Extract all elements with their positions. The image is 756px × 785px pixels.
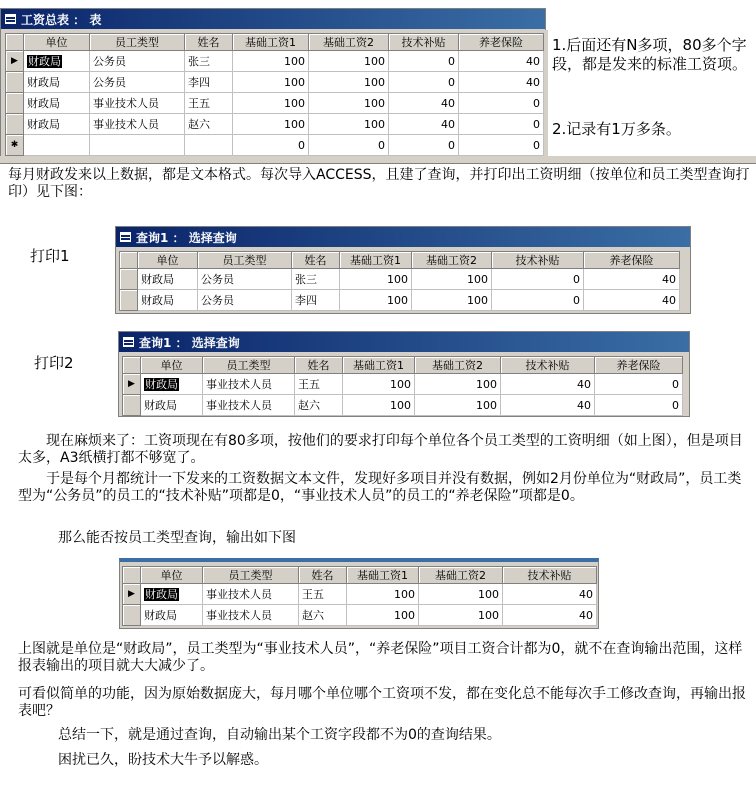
- print2-window: [118, 331, 690, 417]
- main-cell[interactable]: 40: [459, 51, 544, 72]
- main-row-selector[interactable]: [6, 72, 24, 93]
- result-cell[interactable]: 财政局: [141, 605, 203, 626]
- result-grid[interactable]: [122, 566, 597, 626]
- paragraph-summary: 总结一下，就是通过查询，自动输出某个工资字段都不为0的查询结果。: [58, 727, 501, 743]
- print2-cell[interactable]: 100: [415, 395, 501, 416]
- result-row-selector[interactable]: [123, 605, 141, 626]
- main-cell[interactable]: 0: [309, 135, 389, 156]
- result-cell[interactable]: 100: [347, 605, 419, 626]
- main-cell[interactable]: 王五: [185, 93, 233, 114]
- print1-grid[interactable]: [119, 251, 680, 311]
- main-corner[interactable]: [6, 34, 24, 51]
- side-note-line1: 1.后面还有N多项，80多个字段，都是发来的标准工资项。: [552, 36, 748, 73]
- print1-row-selector[interactable]: [120, 290, 138, 311]
- main-col-header[interactable]: 技术补贴: [389, 34, 459, 51]
- main-cell[interactable]: 0: [389, 51, 459, 72]
- print1-row[interactable]: [120, 269, 680, 290]
- print2-cell[interactable]: 事业技术人员: [203, 395, 295, 416]
- main-col-header[interactable]: 基础工资2: [309, 34, 389, 51]
- main-row[interactable]: [6, 114, 544, 135]
- print2-col-header[interactable]: 单位: [141, 357, 203, 374]
- result-window: [119, 558, 599, 629]
- main-cell[interactable]: 赵六: [185, 114, 233, 135]
- print2-cell[interactable]: 赵六: [295, 395, 343, 416]
- print2-titlebar: [119, 332, 689, 352]
- result-col-header[interactable]: 姓名: [299, 567, 347, 584]
- print1-row-selector[interactable]: [120, 269, 138, 290]
- main-cell[interactable]: 100: [309, 51, 389, 72]
- print1-cell[interactable]: 0: [492, 269, 584, 290]
- result-cell[interactable]: 100: [347, 584, 419, 605]
- main-cell[interactable]: 100: [233, 72, 309, 93]
- print1-cell[interactable]: 40: [584, 290, 680, 311]
- result-col-header[interactable]: 单位: [141, 567, 203, 584]
- main-table-title: 工资总表 ： 表: [21, 12, 102, 27]
- result-cell[interactable]: 40: [503, 605, 597, 626]
- print1-window: [115, 226, 691, 314]
- current-record-icon[interactable]: ▶: [6, 51, 24, 72]
- main-cell[interactable]: 40: [389, 93, 459, 114]
- print2-title: 查询1 ： 选择查询: [139, 335, 240, 350]
- main-col-header[interactable]: 单位: [24, 34, 90, 51]
- result-col-header[interactable]: 技术补贴: [503, 567, 597, 584]
- print1-label: 打印1: [30, 247, 70, 265]
- print1-col-header[interactable]: 基础工资2: [412, 252, 492, 269]
- main-cell[interactable]: 100: [309, 114, 389, 135]
- print2-cell[interactable]: 王五: [295, 374, 343, 395]
- main-cell[interactable]: 财政局: [24, 93, 90, 114]
- print1-cell[interactable]: 100: [340, 269, 412, 290]
- main-cell[interactable]: 事业技术人员: [90, 93, 185, 114]
- main-table-titlebar: [1, 9, 545, 29]
- main-cell[interactable]: 40: [459, 72, 544, 93]
- main-cell[interactable]: [185, 135, 233, 156]
- main-row[interactable]: [6, 51, 544, 72]
- main-cell[interactable]: 100: [309, 93, 389, 114]
- print2-col-header[interactable]: 姓名: [295, 357, 343, 374]
- main-data-grid[interactable]: [5, 33, 544, 156]
- print2-cell[interactable]: 事业技术人员: [203, 374, 295, 395]
- result-corner[interactable]: [123, 567, 141, 584]
- main-cell[interactable]: 李四: [185, 72, 233, 93]
- result-cell[interactable]: 事业技术人员: [203, 584, 299, 605]
- paragraph-explain: 上图就是单位是“财政局”，员工类型为“事业技术人员”，“养老保险”项目工资合计都为0，就不在查询输出范围，这样报表输出的项目就大大减少了。: [18, 641, 743, 674]
- divider-bar: [0, 156, 756, 164]
- main-cell[interactable]: 0: [389, 135, 459, 156]
- result-col-header[interactable]: 基础工资1: [347, 567, 419, 584]
- print2-cell[interactable]: [141, 374, 203, 395]
- main-cell[interactable]: 张三: [185, 51, 233, 72]
- print1-titlebar: [116, 227, 690, 247]
- main-cell[interactable]: [24, 51, 90, 72]
- main-cell[interactable]: 100: [309, 72, 389, 93]
- print1-col-header[interactable]: 员工类型: [198, 252, 292, 269]
- main-cell[interactable]: 100: [233, 93, 309, 114]
- result-cell[interactable]: 40: [503, 584, 597, 605]
- print1-row[interactable]: [120, 290, 680, 311]
- print2-cell[interactable]: 0: [595, 395, 683, 416]
- paragraph-reason: 可看似简单的功能，因为原始数据庞大，每月哪个单位哪个工资项不发，都在变化总不能每次手工修改查询，再输出报表吧？: [18, 686, 746, 719]
- side-note-line2: 2.记录有1万多条。: [552, 120, 681, 138]
- print2-grid[interactable]: [122, 356, 683, 416]
- table-icon: [5, 14, 16, 24]
- main-row[interactable]: [6, 93, 544, 114]
- selected-cell-text: 财政局: [145, 588, 178, 601]
- print1-cell[interactable]: 公务员: [198, 290, 292, 311]
- result-row[interactable]: [123, 584, 597, 605]
- print1-col-header[interactable]: 姓名: [292, 252, 340, 269]
- print1-cell[interactable]: 财政局: [138, 290, 198, 311]
- main-new-row[interactable]: [6, 135, 544, 156]
- main-cell[interactable]: 财政局: [24, 114, 90, 135]
- main-cell[interactable]: [90, 135, 185, 156]
- print2-col-header[interactable]: 基础工资1: [343, 357, 415, 374]
- print2-cell[interactable]: 100: [343, 395, 415, 416]
- print1-col-header[interactable]: 技术补贴: [492, 252, 584, 269]
- selected-cell-text: 财政局: [145, 378, 178, 391]
- main-col-header[interactable]: 员工类型: [90, 34, 185, 51]
- selected-cell-text: 财政局: [28, 55, 61, 68]
- main-cell[interactable]: 财政局: [24, 72, 90, 93]
- result-row[interactable]: [123, 605, 597, 626]
- print1-cell[interactable]: 张三: [292, 269, 340, 290]
- result-cell[interactable]: 100: [419, 584, 503, 605]
- main-cell[interactable]: [24, 135, 90, 156]
- print2-row-selector[interactable]: [123, 395, 141, 416]
- print2-col-header[interactable]: 基础工资2: [415, 357, 501, 374]
- main-cell[interactable]: 0: [459, 135, 544, 156]
- paragraph-closing: 困扰已久，盼技术大牛予以解惑。: [58, 752, 268, 768]
- main-cell[interactable]: 公务员: [90, 72, 185, 93]
- new-record-icon[interactable]: ✱: [6, 135, 24, 156]
- print1-title: 查询1 ： 选择查询: [136, 230, 237, 245]
- main-cell[interactable]: 0: [233, 135, 309, 156]
- print2-row[interactable]: [123, 395, 683, 416]
- result-cell[interactable]: 王五: [299, 584, 347, 605]
- print2-corner[interactable]: [123, 357, 141, 374]
- current-record-icon[interactable]: ▶: [123, 374, 141, 395]
- main-cell[interactable]: 0: [459, 93, 544, 114]
- print1-col-header[interactable]: 养老保险: [584, 252, 680, 269]
- query-icon: [123, 337, 134, 347]
- query-icon: [120, 232, 131, 242]
- result-cell[interactable]: 事业技术人员: [203, 605, 299, 626]
- print2-col-header[interactable]: 员工类型: [203, 357, 295, 374]
- result-cell[interactable]: 赵六: [299, 605, 347, 626]
- print1-col-header[interactable]: 基础工资1: [340, 252, 412, 269]
- main-col-header[interactable]: 基础工资1: [233, 34, 309, 51]
- print2-col-header[interactable]: 养老保险: [595, 357, 683, 374]
- main-col-header[interactable]: 养老保险: [459, 34, 544, 51]
- main-row-selector[interactable]: [6, 93, 24, 114]
- print1-cell[interactable]: 公务员: [198, 269, 292, 290]
- print2-cell[interactable]: 40: [501, 374, 595, 395]
- print1-cell[interactable]: 100: [412, 269, 492, 290]
- print2-label: 打印2: [34, 354, 74, 372]
- main-cell[interactable]: 公务员: [90, 51, 185, 72]
- print2-row[interactable]: [123, 374, 683, 395]
- print2-cell[interactable]: 40: [501, 395, 595, 416]
- main-col-header[interactable]: 姓名: [185, 34, 233, 51]
- main-row[interactable]: [6, 72, 544, 93]
- print2-cell[interactable]: 100: [415, 374, 501, 395]
- main-cell[interactable]: 0: [389, 72, 459, 93]
- paragraph-question: 那么能否按员工类型查询，输出如下图: [58, 530, 296, 546]
- print2-cell[interactable]: 100: [343, 374, 415, 395]
- current-record-icon[interactable]: ▶: [123, 584, 141, 605]
- paragraph-problem: 现在麻烦来了：工资项现在有80多项，按他们的要求打印每个单位各个员工类型的工资明细（如上图），但是项目太多，A3纸横打都不够宽了。: [18, 433, 743, 466]
- print2-cell[interactable]: 财政局: [141, 395, 203, 416]
- print1-cell[interactable]: 100: [412, 290, 492, 311]
- print1-corner[interactable]: [120, 252, 138, 269]
- main-cell[interactable]: 100: [233, 51, 309, 72]
- main-cell[interactable]: 事业技术人员: [90, 114, 185, 135]
- print1-cell[interactable]: 40: [584, 269, 680, 290]
- main-cell[interactable]: 40: [389, 114, 459, 135]
- result-cell[interactable]: 100: [419, 605, 503, 626]
- result-col-header[interactable]: 员工类型: [203, 567, 299, 584]
- result-col-header[interactable]: 基础工资2: [419, 567, 503, 584]
- main-cell[interactable]: 100: [233, 114, 309, 135]
- print1-cell[interactable]: 财政局: [138, 269, 198, 290]
- side-note-panel: [544, 30, 756, 160]
- print1-col-header[interactable]: 单位: [138, 252, 198, 269]
- main-table-window: [0, 8, 546, 160]
- print1-cell[interactable]: 0: [492, 290, 584, 311]
- print1-cell[interactable]: 100: [340, 290, 412, 311]
- print2-col-header[interactable]: 技术补贴: [501, 357, 595, 374]
- main-cell[interactable]: 0: [459, 114, 544, 135]
- paragraph-analysis: 于是每个月都统计一下发来的工资数据文本文件，发现好多项目并没有数据，例如2月份单位为“财政局”，员工类型为“公务员”的员工的“技术补贴”项都是0，“事业技术人员”的员工的“养老保险”项都是0。: [18, 471, 742, 504]
- main-row-selector[interactable]: [6, 114, 24, 135]
- print1-cell[interactable]: 李四: [292, 290, 340, 311]
- print2-cell[interactable]: 0: [595, 374, 683, 395]
- paragraph-intro: 每月财政发来以上数据，都是文本格式。每次导入ACCESS，且建了查询，并打印出工资明细（按单位和员工类型查询打印）见下图：: [8, 167, 750, 200]
- result-cell[interactable]: [141, 584, 203, 605]
